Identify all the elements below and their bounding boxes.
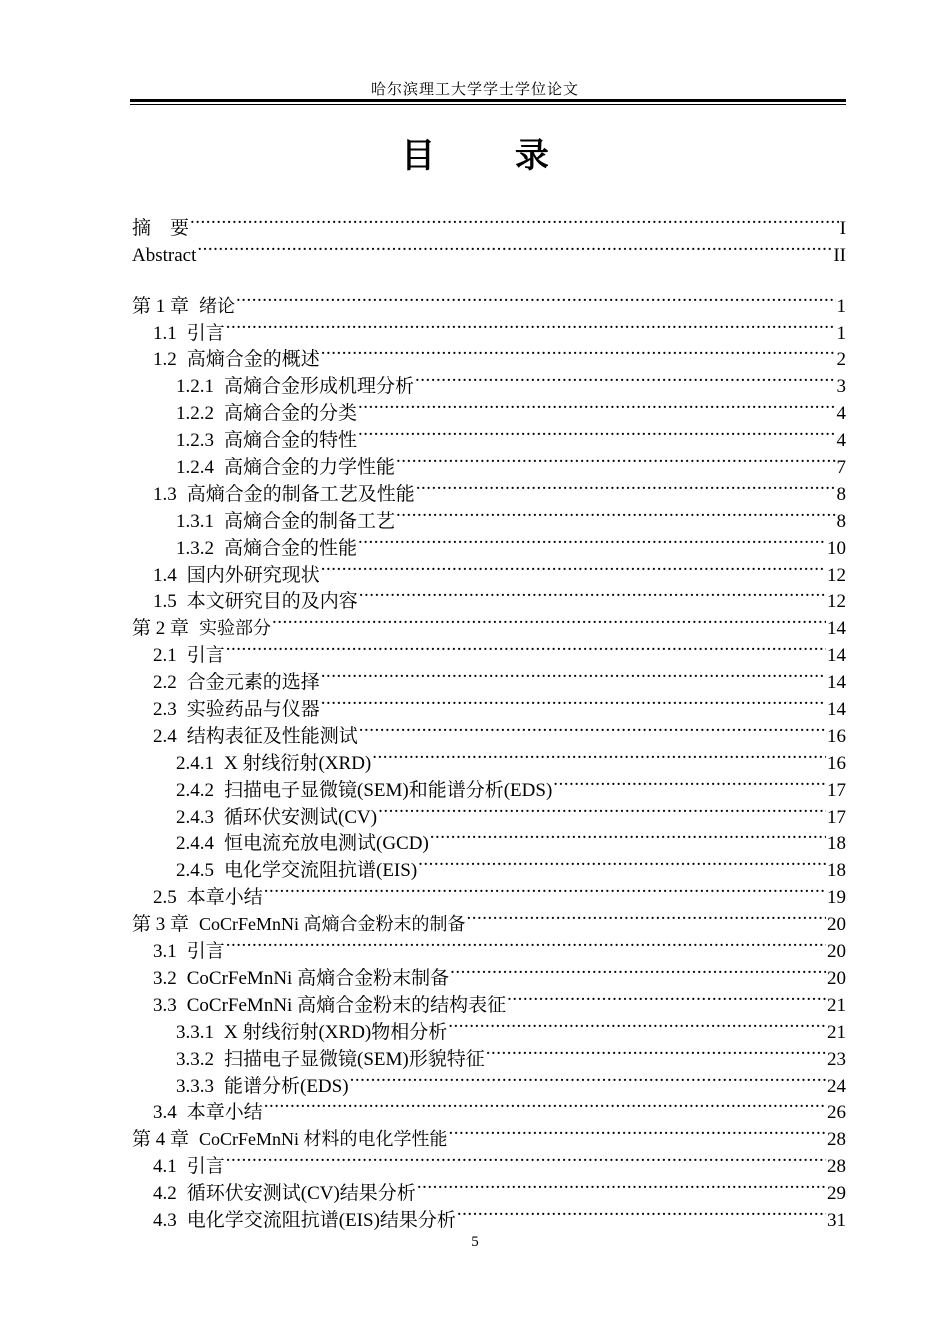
toc-entry-text xyxy=(153,697,320,724)
toc-entry-number: 1.4 xyxy=(153,564,177,586)
toc-entry-number: 第 1 章 xyxy=(132,295,190,317)
toc-entry-page: 16 xyxy=(827,725,846,747)
dot-leader xyxy=(272,607,826,634)
toc-entry-label: 能谱分析(EDS) xyxy=(224,1075,349,1097)
toc-entry-label: 循环伏安测试(CV) xyxy=(224,806,378,828)
toc-entry-number: 3.3.2 xyxy=(176,1048,214,1070)
toc-entry-label: 绪论 xyxy=(199,295,236,316)
toc-entry-text xyxy=(153,885,263,912)
toc-entry-number: 2.4 xyxy=(153,725,177,747)
toc-entry-number: 3.2 xyxy=(153,967,177,989)
toc-entry-number: 2.1 xyxy=(153,645,177,667)
toc-entry-page: 24 xyxy=(827,1075,846,1097)
dot-leader xyxy=(236,285,835,312)
toc-entry-label: 国内外研究现状 xyxy=(186,564,320,586)
toc-entry-number: 3.4 xyxy=(153,1102,177,1124)
toc-entry-number: 1.2.4 xyxy=(176,457,214,479)
toc-entry-page: 26 xyxy=(827,1102,846,1124)
dot-leader xyxy=(417,1172,826,1199)
toc-entry-label: 实验部分 xyxy=(199,618,272,639)
toc-entry-label: 电化学交流阻抗谱(EIS)结果分析 xyxy=(186,1209,456,1231)
toc-entry-text xyxy=(153,1181,416,1208)
toc-entry-page: 1 xyxy=(836,295,846,317)
dot-leader xyxy=(449,1118,826,1145)
toc-entry-label: 引言 xyxy=(186,322,225,344)
toc-entry-label: 扫描电子显微镜(SEM)和能谱分析(EDS) xyxy=(224,779,553,801)
toc-entry-number: 2.4.4 xyxy=(176,833,214,855)
toc-entry-label: 合金元素的选择 xyxy=(186,672,320,694)
toc-entry-page: 8 xyxy=(836,510,846,532)
toc-entry-label: 结构表征及性能测试 xyxy=(186,725,358,747)
toc-section-entry[interactable] xyxy=(132,1172,846,1205)
toc-entry-number: 4.3 xyxy=(153,1209,177,1231)
toc-entry-text xyxy=(153,1208,456,1235)
dot-leader xyxy=(486,1038,826,1065)
dot-leader xyxy=(264,876,826,903)
dot-leader xyxy=(378,796,826,823)
toc-entry-page: 29 xyxy=(827,1183,846,1205)
dot-leader xyxy=(396,446,835,473)
dot-leader xyxy=(416,473,836,500)
toc-entry-number: 2.3 xyxy=(153,699,177,721)
toc-entry-label: 高熵合金的力学性能 xyxy=(224,457,396,479)
toc-entry-label: 实验药品与仪器 xyxy=(186,699,320,721)
toc-entry-label: 本章小结 xyxy=(186,887,263,909)
toc-entry-label: 高熵合金的性能 xyxy=(224,537,358,559)
toc-entry-page: 3 xyxy=(836,376,846,398)
toc-entry-label: X 射线衍射(XRD) xyxy=(224,752,372,774)
toc-entry-text xyxy=(153,670,320,697)
toc-entry-label: Abstract xyxy=(132,244,197,266)
toc-entry-page: 20 xyxy=(827,914,846,936)
dot-leader xyxy=(372,742,826,769)
toc-entry-text xyxy=(153,1154,225,1181)
toc-entry-label: CoCrFeMnNi 高熵合金粉末制备 xyxy=(186,967,450,989)
toc-entry-page: 17 xyxy=(827,779,846,801)
toc-entry-page: 8 xyxy=(836,483,846,505)
dot-leader xyxy=(321,339,836,366)
dot-leader xyxy=(190,207,839,234)
toc-entry-number: 第 3 章 xyxy=(132,914,190,936)
dot-leader xyxy=(457,1199,826,1226)
toc-entry-text xyxy=(153,321,225,348)
dot-leader xyxy=(553,769,826,796)
toc-entry-label: CoCrFeMnNi 高熵合金粉末的制备 xyxy=(199,914,466,935)
toc-entry-page: 4 xyxy=(836,403,846,425)
toc-entry-text xyxy=(153,966,449,993)
toc-entry-text xyxy=(153,939,225,966)
toc-entry-label: 摘 要 xyxy=(132,217,190,239)
toc-entry-page: 20 xyxy=(827,941,846,963)
toc-entry-number: 第 4 章 xyxy=(132,1129,190,1151)
toc-entry-page: 28 xyxy=(827,1156,846,1178)
toc-entry-number: 2.5 xyxy=(153,887,177,909)
header-rule-thin xyxy=(130,104,846,105)
dot-leader xyxy=(226,1145,826,1172)
toc-entry-page: 31 xyxy=(827,1209,846,1231)
toc-entry-number: 3.1 xyxy=(153,941,177,963)
dot-leader xyxy=(430,823,826,850)
toc-entry-page: 18 xyxy=(827,860,846,882)
toc-entry-page: I xyxy=(839,217,846,239)
toc-title: 目 录 xyxy=(401,136,583,176)
toc-entry-page: 19 xyxy=(827,887,846,909)
toc-entry-label: CoCrFeMnNi 高熵合金粉末的结构表征 xyxy=(186,994,507,1016)
toc-entry-page: 14 xyxy=(827,699,846,721)
toc-entry-number: 1.3.2 xyxy=(176,537,214,559)
toc-entry-page: 10 xyxy=(827,537,846,559)
toc-entry-number: 1.2.2 xyxy=(176,403,214,425)
dot-leader xyxy=(358,527,826,554)
dot-leader xyxy=(418,849,826,876)
toc-entry-text xyxy=(176,401,357,428)
toc-chapter-entry[interactable] xyxy=(132,285,846,317)
toc-entry-label: 引言 xyxy=(186,941,225,963)
toc-entry-label: X 射线衍射(XRD)物相分析 xyxy=(224,1021,448,1043)
toc-entry-page: 28 xyxy=(827,1129,846,1151)
toc-entry-number: 3.3.3 xyxy=(176,1075,214,1097)
toc-entry-text xyxy=(176,805,377,832)
toc-entry-text xyxy=(176,428,357,455)
toc-entry-label: 高熵合金的制备工艺及性能 xyxy=(186,483,415,505)
dot-leader xyxy=(226,930,826,957)
toc-entry-label: 引言 xyxy=(186,645,225,667)
toc-entry-label: 高熵合金的特性 xyxy=(224,430,358,452)
toc-entry-text xyxy=(153,482,415,509)
toc-entry-number: 1.2 xyxy=(153,349,177,371)
dot-leader xyxy=(226,634,826,661)
toc-entry-number: 1.3.1 xyxy=(176,510,214,532)
toc-entry-text xyxy=(176,751,371,778)
toc-entry-label: 扫描电子显微镜(SEM)形貌特征 xyxy=(224,1048,485,1070)
dot-leader xyxy=(359,581,826,608)
toc-entry-page: 1 xyxy=(836,322,846,344)
dot-leader xyxy=(321,554,826,581)
toc-entry-abstract-en[interactable] xyxy=(132,234,846,266)
toc-entry-number: 2.2 xyxy=(153,672,177,694)
toc-entry-label: 高熵合金的制备工艺 xyxy=(224,510,396,532)
dot-leader xyxy=(321,661,826,688)
toc-entry-page: 4 xyxy=(836,430,846,452)
toc-entry-page: II xyxy=(833,244,846,266)
toc-entry-number: 2.4.1 xyxy=(176,752,214,774)
toc-section-entry[interactable] xyxy=(132,661,846,694)
toc-entry-abstract-cn[interactable] xyxy=(132,207,846,239)
toc-entry-text xyxy=(153,1100,263,1127)
toc-entry-page: 14 xyxy=(827,618,846,640)
toc-entry-label: 高熵合金形成机理分析 xyxy=(224,376,415,398)
toc-body xyxy=(132,285,846,1231)
toc-entry-label: 高熵合金的概述 xyxy=(186,349,320,371)
toc-entry-page: 21 xyxy=(827,1021,846,1043)
running-header: 哈尔滨理工大学学士学位论文 xyxy=(370,82,579,98)
dot-leader xyxy=(226,312,836,339)
toc-entry-number: 3.3.1 xyxy=(176,1021,214,1043)
toc-entry-number: 第 2 章 xyxy=(132,618,190,640)
toc-section-entry[interactable] xyxy=(132,957,846,989)
page-number: 5 xyxy=(471,1234,479,1250)
dot-leader xyxy=(321,688,826,715)
toc-entry-page: 20 xyxy=(827,967,846,989)
dot-leader xyxy=(450,957,826,984)
dot-leader xyxy=(358,419,835,446)
toc-entry-text xyxy=(153,643,225,670)
dot-leader xyxy=(197,234,832,261)
toc-section-entry[interactable] xyxy=(132,312,846,344)
toc-entry-page: 23 xyxy=(827,1048,846,1070)
dot-leader xyxy=(396,500,835,527)
toc-entry-number: 2.4.3 xyxy=(176,806,214,828)
toc-entry-label: 恒电流充放电测试(GCD) xyxy=(224,833,429,855)
toc-spacer xyxy=(132,261,846,285)
toc-entry-page: 7 xyxy=(836,457,846,479)
toc-entry-number: 1.1 xyxy=(153,322,177,344)
toc-entry-number: 4.1 xyxy=(153,1156,177,1178)
toc-entry-label: 电化学交流阻抗谱(EIS) xyxy=(224,860,418,882)
toc-entry-text xyxy=(153,563,320,590)
toc-entry-number: 1.5 xyxy=(153,591,177,613)
toc-section-entry[interactable] xyxy=(132,1145,846,1178)
toc-entry-label: 高熵合金的分类 xyxy=(224,403,358,425)
toc-entry-page: 18 xyxy=(827,833,846,855)
dot-leader xyxy=(264,1092,826,1119)
toc-entry-number: 1.2.1 xyxy=(176,376,214,398)
toc-entry-label: 循环伏安测试(CV)结果分析 xyxy=(186,1183,416,1205)
dot-leader xyxy=(467,903,826,930)
toc-entry-page: 21 xyxy=(827,994,846,1016)
toc-section-entry[interactable] xyxy=(132,634,846,667)
toc-entry-label: 引言 xyxy=(186,1156,225,1178)
dot-leader xyxy=(350,1065,826,1092)
toc-entry-number: 2.4.5 xyxy=(176,860,214,882)
toc-entry-label: CoCrFeMnNi 材料的电化学性能 xyxy=(199,1129,448,1150)
table-of-contents xyxy=(132,207,846,1231)
toc-entry-text xyxy=(153,347,320,374)
toc-entry-page: 17 xyxy=(827,806,846,828)
toc-entry-number: 1.3 xyxy=(153,483,177,505)
toc-entry-text xyxy=(176,1020,447,1047)
dot-leader xyxy=(358,392,835,419)
toc-entry-page: 12 xyxy=(827,564,846,586)
dot-leader xyxy=(359,715,826,742)
toc-entry-text xyxy=(132,293,235,321)
toc-entry-number: 4.2 xyxy=(153,1183,177,1205)
toc-entry-number: 3.3 xyxy=(153,994,177,1016)
dot-leader xyxy=(448,1011,826,1038)
toc-entry-page: 14 xyxy=(827,672,846,694)
toc-entry-page: 16 xyxy=(827,752,846,774)
toc-entry-text xyxy=(176,455,395,482)
toc-entry-page: 14 xyxy=(827,645,846,667)
toc-section-entry[interactable] xyxy=(132,339,846,371)
header-rule-thick xyxy=(130,99,846,102)
toc-entry-text xyxy=(176,831,429,858)
toc-entry-number: 1.2.3 xyxy=(176,430,214,452)
toc-entry-number: 2.4.2 xyxy=(176,779,214,801)
toc-entry-page: 2 xyxy=(836,349,846,371)
toc-entry-label: 本文研究目的及内容 xyxy=(186,591,358,613)
toc-section-entry[interactable] xyxy=(132,930,846,963)
toc-entry-label: 本章小结 xyxy=(186,1102,263,1124)
toc-entry-text xyxy=(153,724,358,751)
toc-entry-page: 12 xyxy=(827,591,846,613)
dot-leader xyxy=(507,984,826,1011)
dot-leader xyxy=(415,365,835,392)
